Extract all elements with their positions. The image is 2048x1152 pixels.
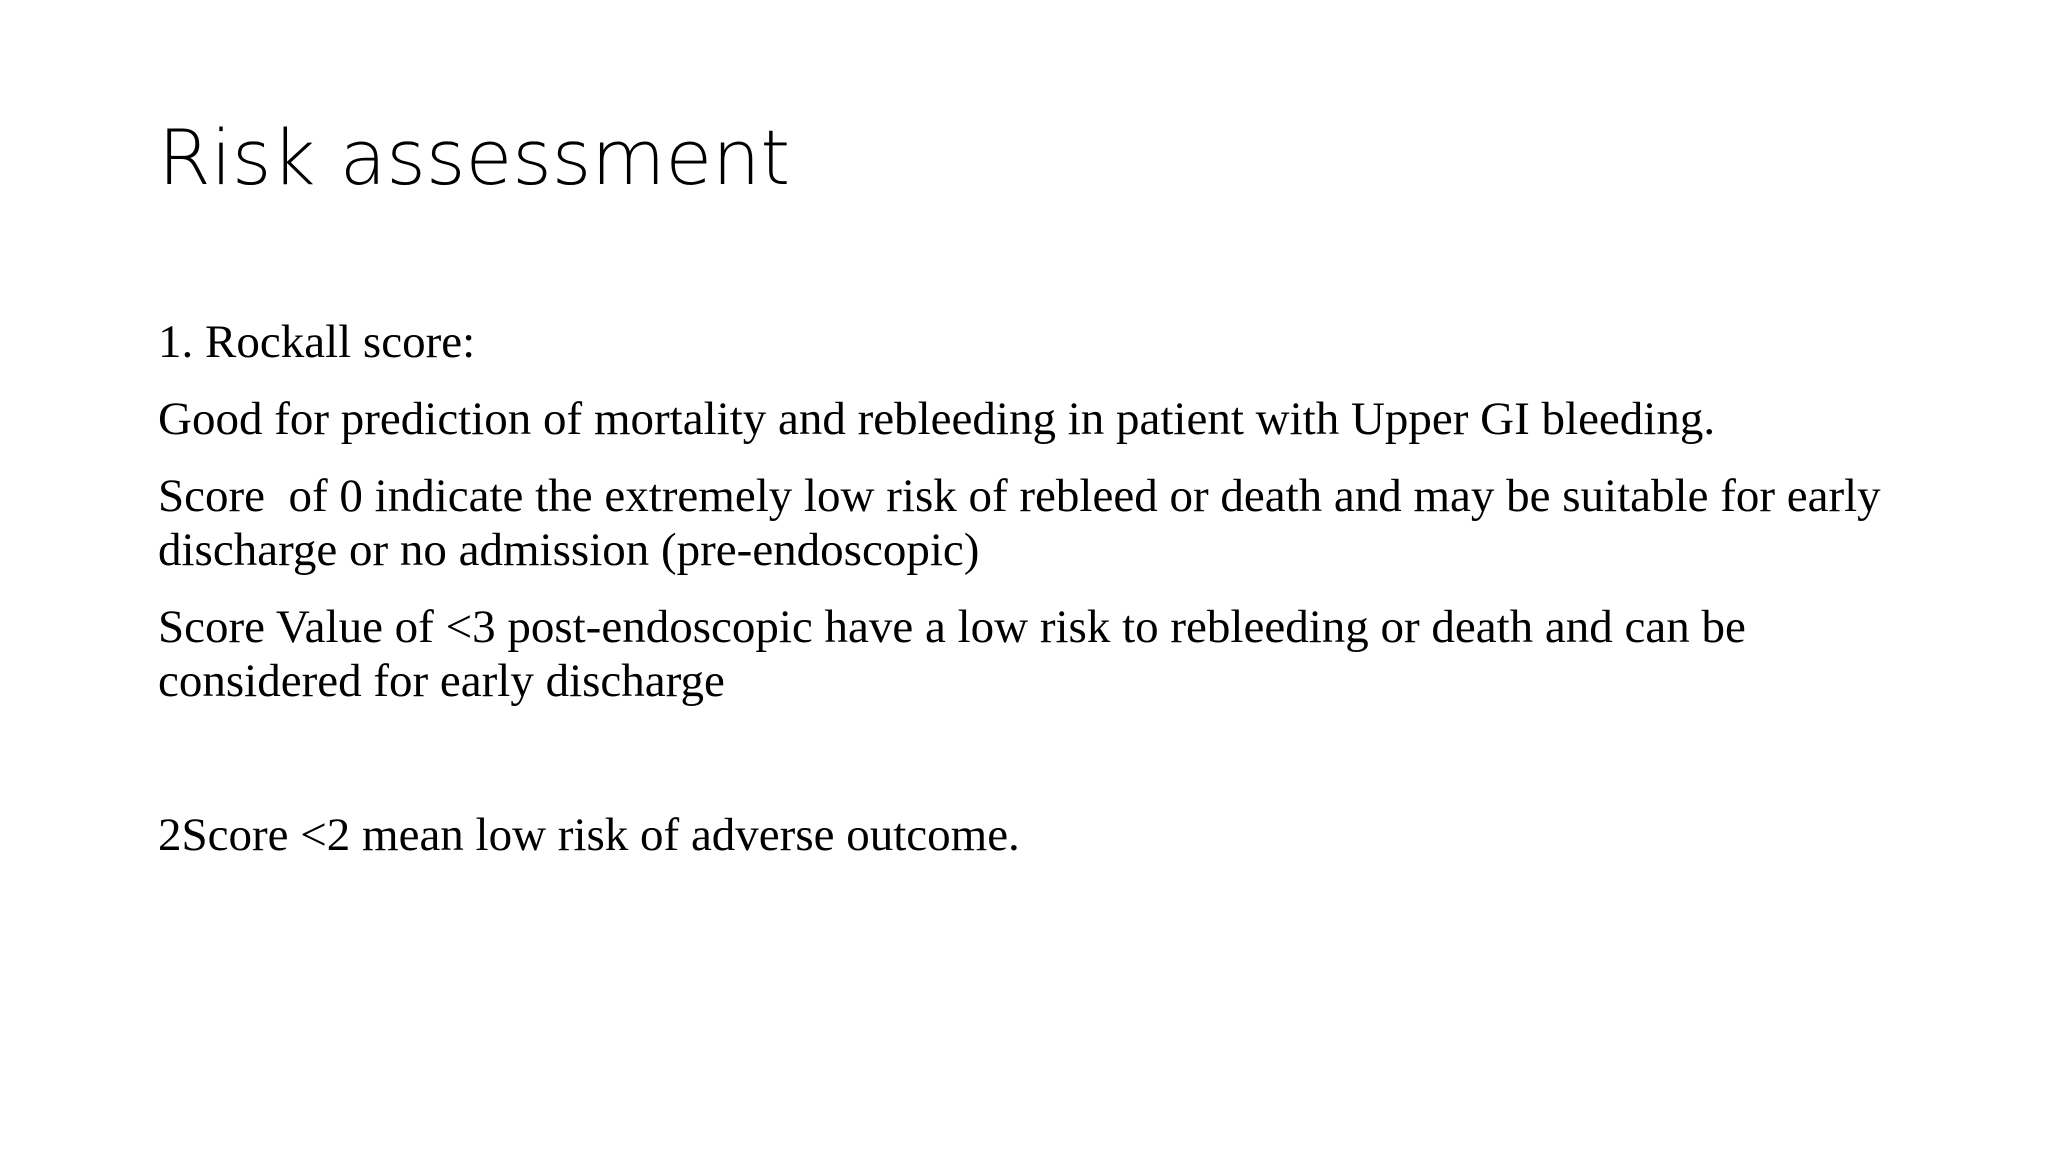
- body-paragraph-prediction: Good for prediction of mortality and rebleeding in patient with Upper GI bleeding.: [158, 393, 1716, 445]
- slide-body: [158, 315, 1918, 885]
- body-paragraph-score-under-three: Score Value of <3 post-endoscopic have a low risk to rebleeding or death and can be considered for early discharge: [158, 601, 1758, 707]
- body-paragraph-score-zero: Score of 0 indicate the extremely low risk of rebleed or death and may be suitable for early discharge or no admission (pre-endoscopic): [158, 470, 1893, 576]
- body-paragraph-second-item: 2Score <2 mean low risk of adverse outcome.: [158, 809, 1020, 861]
- body-paragraph-rockall-heading: 1. Rockall score:: [158, 316, 476, 368]
- empty-line: [158, 731, 1918, 808]
- slide-title: Risk assessment: [158, 113, 791, 202]
